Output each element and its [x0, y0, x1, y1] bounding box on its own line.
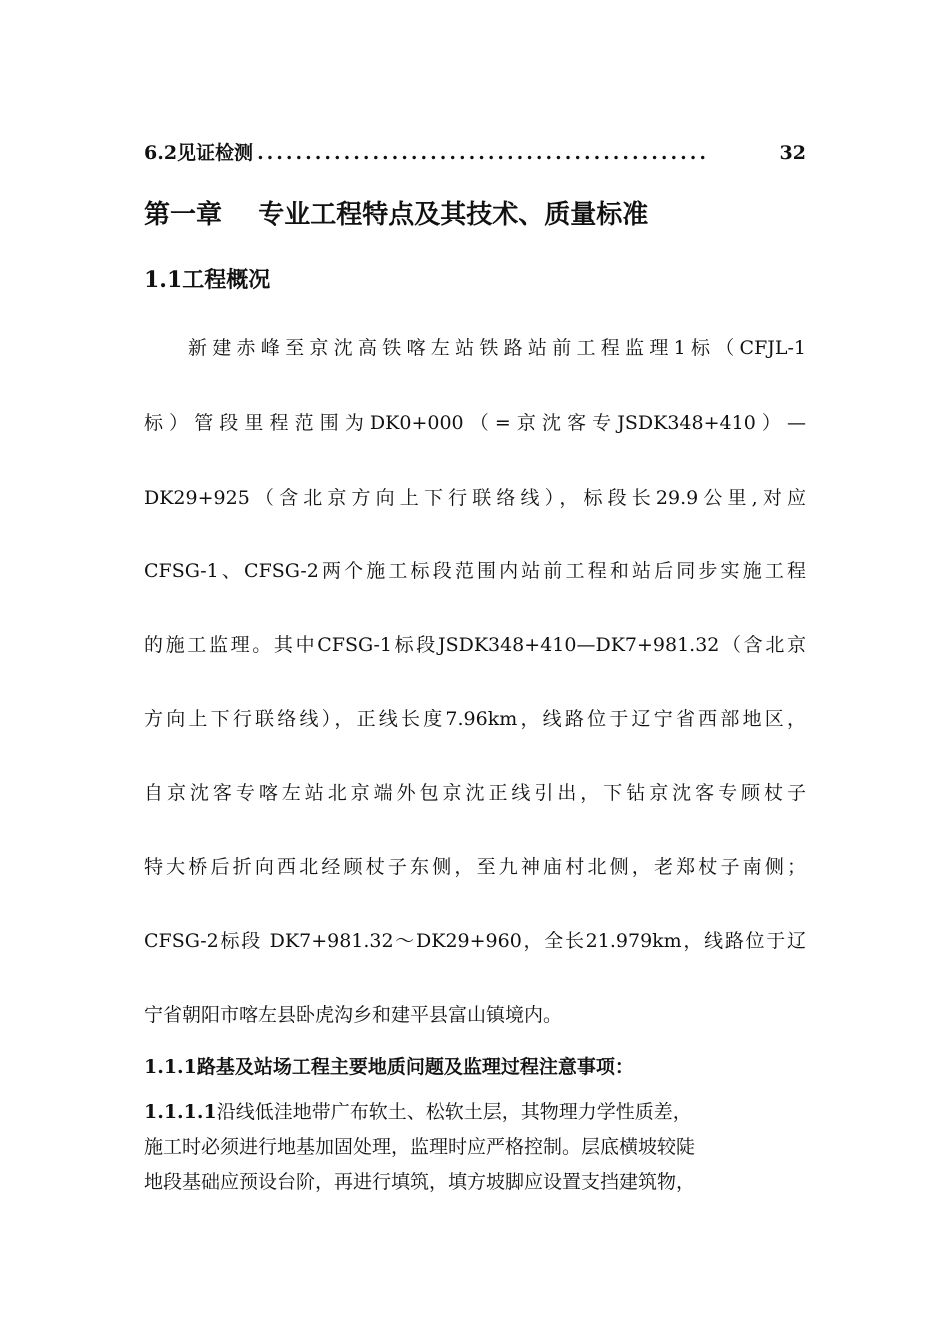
paragraph-line: 特大桥后折向西北经顾杖子东侧，至九神庙村北侧，老郑杖子南侧；	[144, 856, 806, 878]
paragraph-line: 自京沈客专喀左站北京端外包京沈正线引出，下钻京沈客专顾杖子	[144, 782, 806, 804]
toc-page-number: 32	[779, 142, 806, 164]
toc-leader-dots: ...............................................	[257, 142, 709, 164]
toc-entry[interactable]	[144, 138, 806, 168]
paragraph-line: 宁省朝阳市喀左县卧虎沟乡和建平县富山镇境内。	[144, 1004, 563, 1026]
section-title: 1.1工程概况	[144, 267, 271, 293]
toc-entry-title: 6.2见证检测	[144, 142, 254, 164]
paragraph-line: DK29+925（含北京方向上下行联络线），标段长29.9公里,对应	[144, 487, 806, 509]
paragraph-line: 的施工监理。其中CFSG-1标段JSDK348+410—DK7+981.32（含北京	[144, 634, 806, 656]
item-line	[144, 1097, 692, 1124]
item-text: 沿线低洼地带广布软土、松软土层，其物理力学性质差，	[216, 1101, 692, 1123]
item-line: 地段基础应预设台阶，再进行填筑，填方坡脚应设置支挡建筑物，	[144, 1171, 696, 1193]
paragraph-line: CFSG-2标段 DK7+981.32～DK29+960，全长21.979km，线路位于辽	[144, 930, 806, 952]
paragraph-line: 新建赤峰至京沈高铁喀左站铁路站前工程监理1标（CFJL-1	[188, 337, 806, 359]
paragraph-line: 方向上下行联络线），正线长度7.96km，线路位于辽宁省西部地区，	[144, 708, 806, 730]
paragraph-line: 标）管段里程范围为DK0+000（=京沈客专JSDK348+410）—	[144, 412, 806, 434]
subsection-title: 1.1.1路基及站场工程主要地质问题及监理过程注意事项：	[144, 1056, 634, 1078]
item-number: 1.1.1.1	[144, 1101, 217, 1123]
item-line: 施工时必须进行地基加固处理，监理时应严格控制。层底横坡较陡	[144, 1136, 696, 1158]
paragraph-line: CFSG-1、CFSG-2两个施工标段范围内站前工程和站后同步实施工程	[144, 560, 806, 582]
chapter-title: 第一章 专业工程特点及其技术、质量标准	[144, 200, 649, 230]
